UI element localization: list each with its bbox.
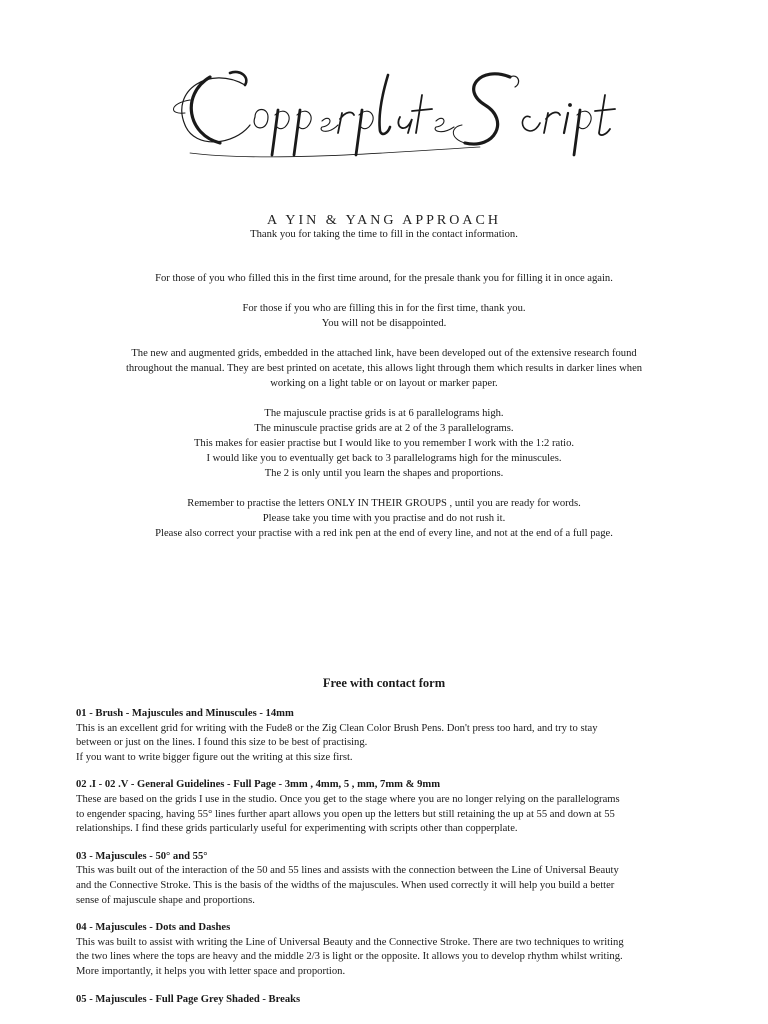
list-item	[76, 707, 696, 765]
item-title: 05 - Majuscules - Full Page Grey Shaded - Breaks	[76, 993, 301, 1005]
intro-text	[60, 227, 708, 556]
item-line: between or just on the lines. I found this size to be best of practising.	[76, 737, 368, 749]
intro-line: throughout the manual. They are best printed on acetate, this allows light through them which results in darker lines when	[125, 363, 643, 374]
item-line: This is an excellent grid for writing with the Fude8 or the Zig Clean Color Brush Pens. Don't press too hard, and try to stay	[76, 722, 598, 734]
intro-line: This makes for easier practise but I would like to you remember I work with the 1:2 ratio.	[193, 438, 575, 449]
grid-list	[76, 707, 696, 1020]
intro-paragraph	[60, 496, 708, 541]
intro-line: The new and augmented grids, embedded in the attached link, have been developed out of the extensive research found	[131, 348, 637, 359]
intro-paragraph	[60, 271, 708, 286]
item-line: relationships. I find these grids particularly useful for experimenting with scripts other than copperplate.	[76, 823, 518, 835]
section-title: Free with contact form	[322, 676, 446, 690]
intro-line: Please also correct your practise with a red ink pen at the end of every line, and not at the end of a full page.	[155, 528, 613, 539]
intro-paragraph	[60, 301, 708, 331]
item-line: These are based on the grids I use in the studio. Once you get to the stage where you are no longer relying on the parallelograms	[76, 793, 620, 805]
item-title: 03 - Majuscules - 50° and 55°	[76, 850, 208, 862]
intro-paragraph	[60, 227, 708, 242]
list-item	[76, 993, 696, 1008]
item-line: and the Connective Stroke. This is the basis of the widths of the majuscules. When used correctly it will help you build a better	[76, 879, 615, 891]
item-line: If you want to write bigger figure out the writing at this size first.	[76, 751, 353, 763]
intro-line: Please take you time with you practise and do not rush it.	[262, 513, 506, 524]
list-item	[76, 778, 696, 836]
intro-line: I would like you to eventually get back to 3 parallelograms high for the minuscules.	[206, 453, 562, 464]
intro-line: The minuscule practise grids are at 2 of the 3 parallelograms.	[254, 423, 514, 434]
intro-line: The majuscule practise grids is at 6 parallelograms high.	[264, 408, 504, 419]
intro-line: For those if you who are filling this in for the first time, thank you.	[242, 303, 526, 314]
intro-line: For those of you who filled this in the first time around, for the presale thank you for filling it in once again.	[155, 273, 613, 284]
intro-line: You will not be disappointed.	[321, 318, 447, 329]
copperplate-script-logo	[150, 55, 620, 165]
intro-line: The 2 is only until you learn the shapes and proportions.	[264, 468, 504, 479]
item-title: 02 .I - 02 .V - General Guidelines - Full Page - 3mm , 4mm, 5 , mm, 7mm & 9mm	[76, 779, 441, 791]
intro-paragraph	[60, 346, 708, 391]
item-line: This was built out of the interaction of the 50 and 55 lines and assists with the connection between the Line of Universal Beauty	[76, 865, 619, 877]
header	[0, 55, 768, 228]
tagline: A YIN & YANG APPROACH	[267, 213, 501, 228]
intro-line: Remember to practise the letters ONLY IN THEIR GROUPS , until you are ready for words.	[187, 498, 581, 509]
item-line: sense of majuscule shape and proportions.	[76, 894, 255, 906]
item-title: 04 - Majuscules - Dots and Dashes	[76, 922, 231, 934]
intro-line: Thank you for taking the time to fill in the contact information.	[250, 229, 518, 240]
list-item	[76, 921, 696, 979]
item-line: to engender spacing, having 55° lines further apart allows you open up the letters but still retaining the up at 55 and down at 55	[76, 808, 615, 820]
intro-line: working on a light table or on layout or marker paper.	[270, 378, 498, 389]
item-line: More importantly, it helps you with letter space and proportion.	[76, 965, 346, 977]
item-line: the two lines where the tops are heavy and the middle 2/3 is light or the opposite. It allows you to develop rhythm whilst writing.	[76, 951, 623, 963]
intro-paragraph	[60, 406, 708, 481]
item-title: 01 - Brush - Majuscules and Minuscules - 14mm	[76, 708, 294, 719]
list-item	[76, 850, 696, 908]
item-line: This was built to assist with writing the Line of Universal Beauty and the Connective Stroke. There are two techniques to writing	[76, 936, 624, 948]
